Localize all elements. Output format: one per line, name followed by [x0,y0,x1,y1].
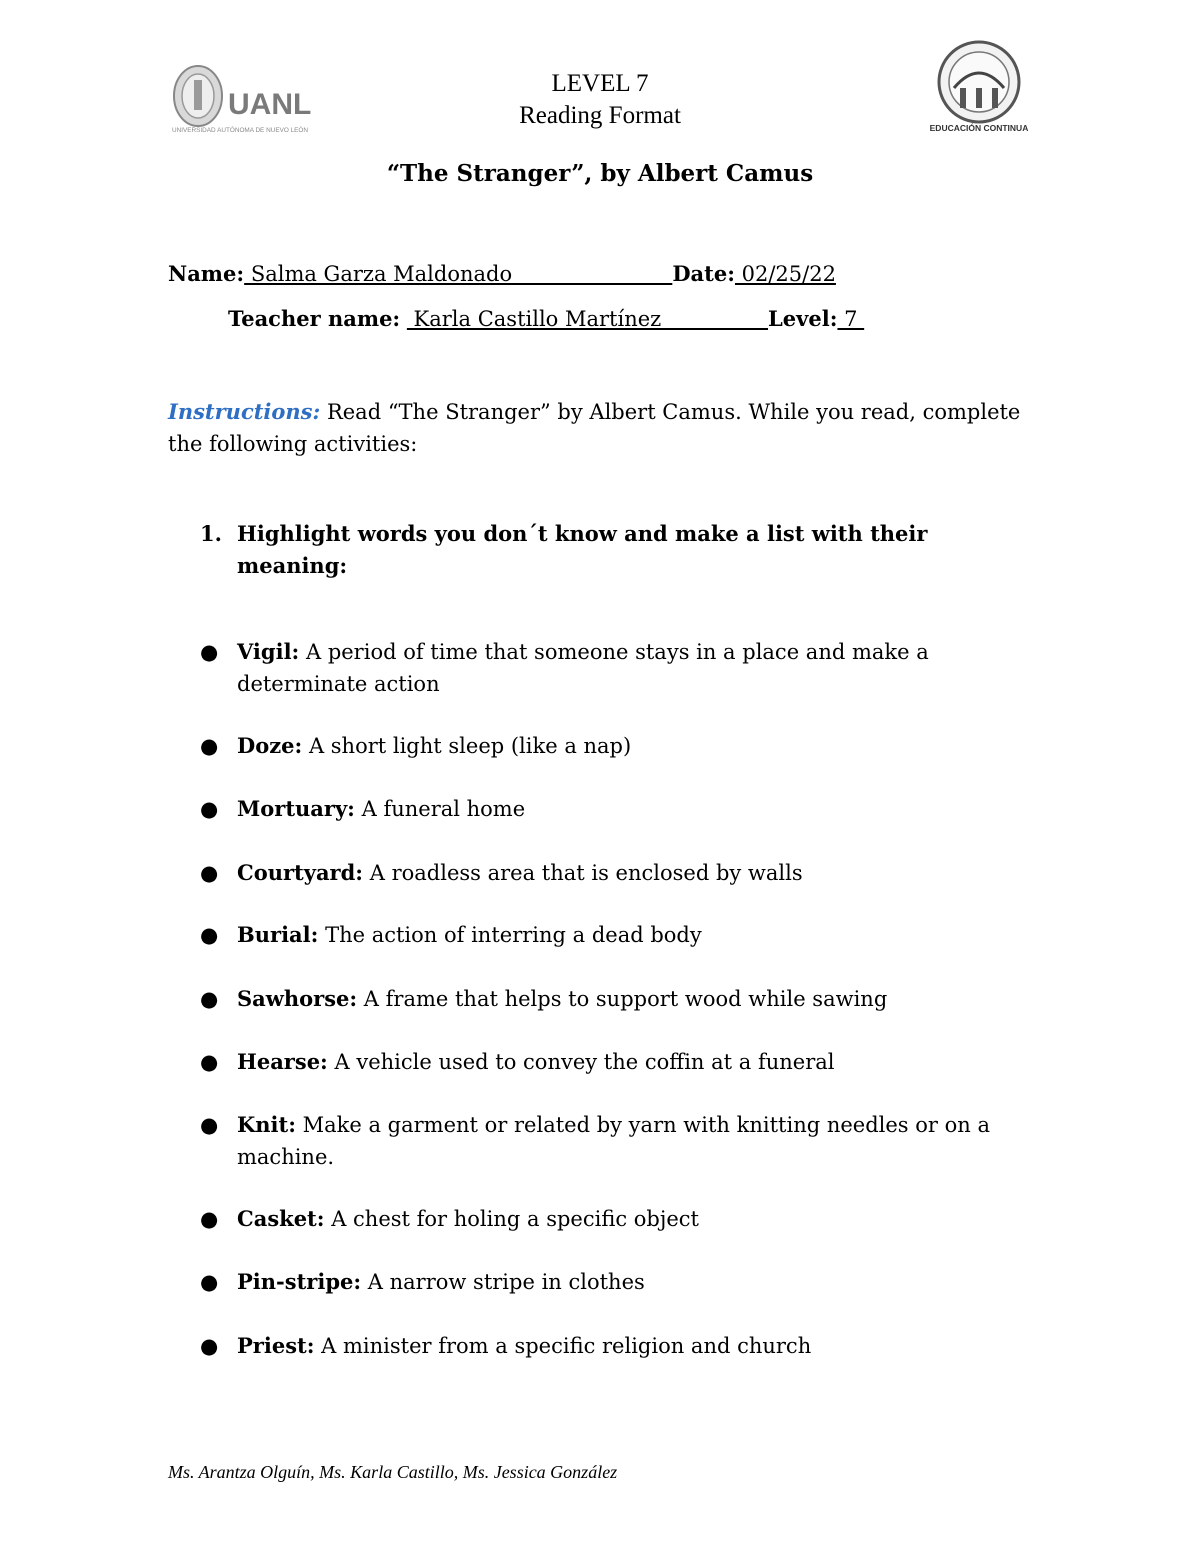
teacher-field: Karla Castillo Martínez [406,307,769,331]
question-1 [200,518,1000,582]
list-item [200,1046,1030,1078]
bullet-icon: ● [200,640,219,664]
vocab-definition: A roadless area that is enclosed by walls [363,861,803,885]
vocab-term: Sawhorse: [237,986,358,1011]
vocab-term: Hearse: [237,1049,328,1074]
vocab-definition: A vehicle used to convey the coffin at a funeral [327,1050,835,1074]
date-label: Date: [672,261,735,286]
vocab-term: Vigil: [237,639,300,664]
name-date-row [168,261,836,286]
bullet-icon: ● [200,861,219,885]
instructions [168,396,1028,460]
question-text: Highlight words you don´t know and make a list with their meaning: [237,521,928,578]
format-heading: Reading Format [519,102,681,129]
teacher-label: Teacher name: [228,306,401,331]
educacion-continua-logo-text: EDUCACIÓN CONTINUA [929,123,1029,133]
bullet-icon: ● [200,734,219,758]
list-item [200,730,1030,762]
document-title: “The Stranger”, by Albert Camus [386,160,814,187]
teacher-level-row [228,306,864,331]
bullet-icon: ● [200,797,219,821]
name-label: Name: [168,261,245,286]
uanl-logo-subtext: UNIVERSIDAD AUTÓNOMA DE NUEVO LEÓN [172,127,309,134]
date-field: 02/25/22 [734,262,836,286]
vocab-term: Courtyard: [237,860,364,885]
footer-credits: Ms. Arantza Olguín, Ms. Karla Castillo, Ms. Jessica González [168,1462,618,1482]
list-item [200,919,1030,951]
list-item [200,983,1030,1015]
vocab-definition: The action of interring a dead body [318,923,702,947]
bullet-icon: ● [200,1050,219,1074]
vocab-definition: A funeral home [354,797,526,821]
list-item [200,1330,1030,1362]
vocab-definition: A chest for holing a specific object [324,1207,699,1231]
name-field: Salma Garza Maldonado [244,262,673,286]
bullet-icon: ● [200,923,219,947]
question-number: 1. [200,521,222,546]
level-label: Level: [768,306,838,331]
list-item [200,636,1030,700]
bullet-icon: ● [200,987,219,1011]
list-item [200,1109,1030,1173]
vocab-term: Pin-stripe: [237,1269,362,1294]
list-item [200,1266,1030,1298]
bullet-icon: ● [200,1207,219,1231]
vocab-term: Doze: [237,733,303,758]
bullet-icon: ● [200,1270,219,1294]
list-item [200,857,1030,889]
vocab-definition: A minister from a specific religion and church [314,1334,812,1358]
list-item [200,793,1030,825]
instructions-text: Read “The Stranger” by Albert Camus. While you read, complete the following activities: [168,400,1021,456]
bullet-icon: ● [200,1113,219,1137]
vocab-term: Mortuary: [237,796,355,821]
vocab-definition: Make a garment or related by yarn with knitting needles or on a machine. [237,1113,990,1169]
bullet-icon: ● [200,1334,219,1358]
list-item [200,1203,1030,1235]
vocab-term: Casket: [237,1206,325,1231]
vocab-definition: A period of time that someone stays in a place and make a determinate action [237,640,929,696]
vocab-term: Priest: [237,1333,315,1358]
vocab-definition: A short light sleep (like a nap) [302,734,632,758]
vocab-term: Burial: [237,922,319,947]
level-heading: LEVEL 7 [551,70,649,97]
instructions-label: Instructions: [168,399,321,424]
vocab-definition: A frame that helps to support wood while sawing [357,987,888,1011]
vocab-term: Knit: [237,1112,296,1137]
vocab-definition: A narrow stripe in clothes [361,1270,645,1294]
level-field: 7 [837,307,865,331]
uanl-logo-text: UANL [228,88,312,121]
